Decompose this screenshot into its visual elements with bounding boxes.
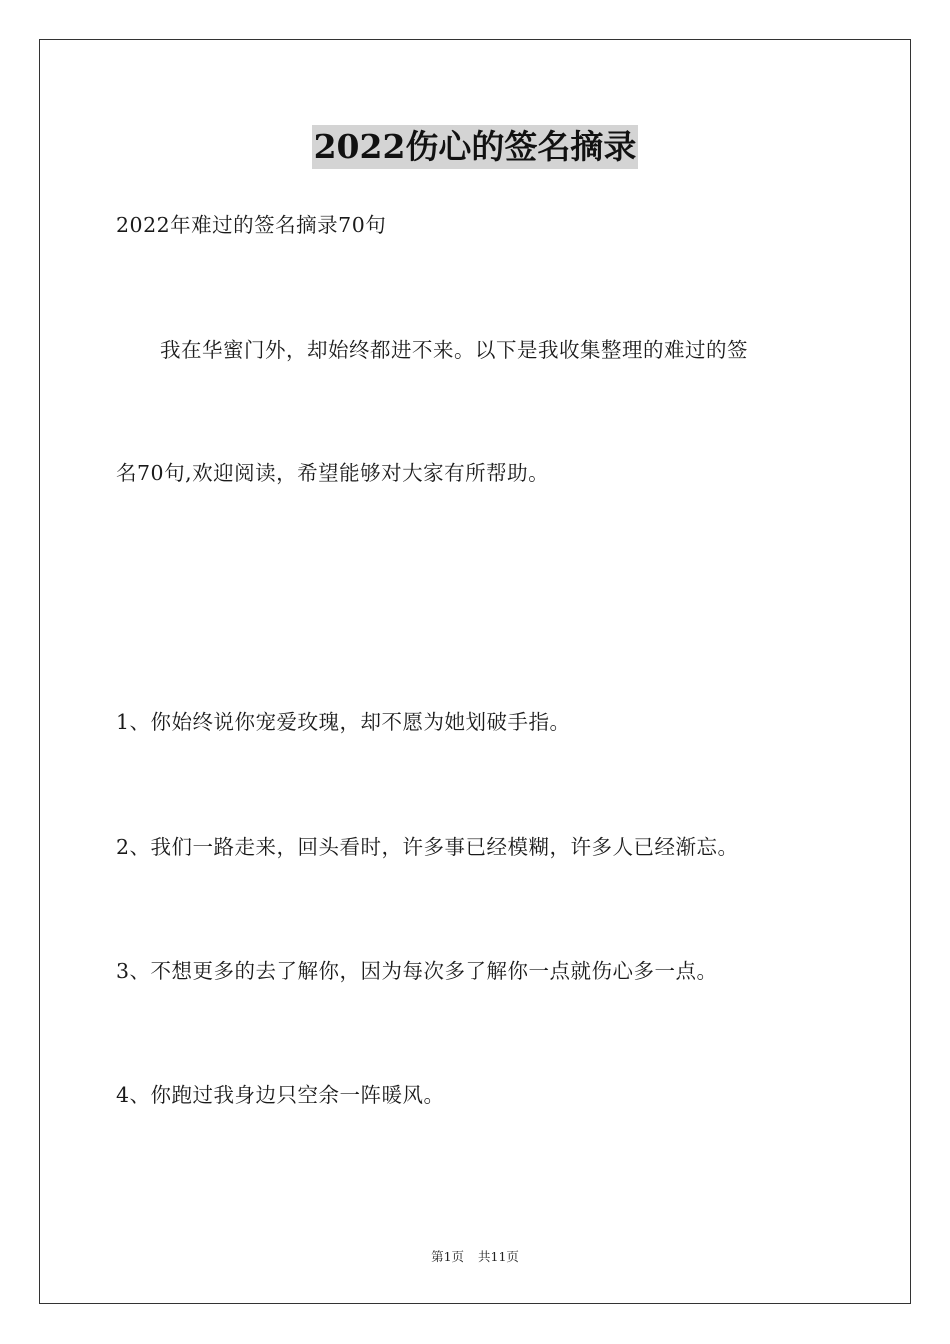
- page-footer: [0, 1248, 950, 1266]
- document-title: 2022伤心的签名摘录: [312, 125, 639, 169]
- title-container: [0, 125, 950, 169]
- page-number: 第1页: [431, 1249, 465, 1264]
- list-item: 1、你始终说你宠爱玫瑰，却不愿为她划破手指。: [116, 710, 571, 734]
- list-item: 4、你跑过我身边只空余一阵暖风。: [116, 1083, 445, 1107]
- intro-line-1: 我在华蜜门外，却始终都进不来。以下是我收集整理的难过的签: [160, 338, 748, 362]
- page-total: 共11页: [478, 1249, 519, 1264]
- list-item: 3、不想更多的去了解你，因为每次多了解你一点就伤心多一点。: [116, 959, 718, 983]
- intro-line-2: 名70句,欢迎阅读，希望能够对大家有所帮助。: [116, 461, 550, 485]
- subtitle: 2022年难过的签名摘录70句: [116, 213, 387, 237]
- list-item: 2、我们一路走来，回头看时，许多事已经模糊，许多人已经渐忘。: [116, 835, 739, 859]
